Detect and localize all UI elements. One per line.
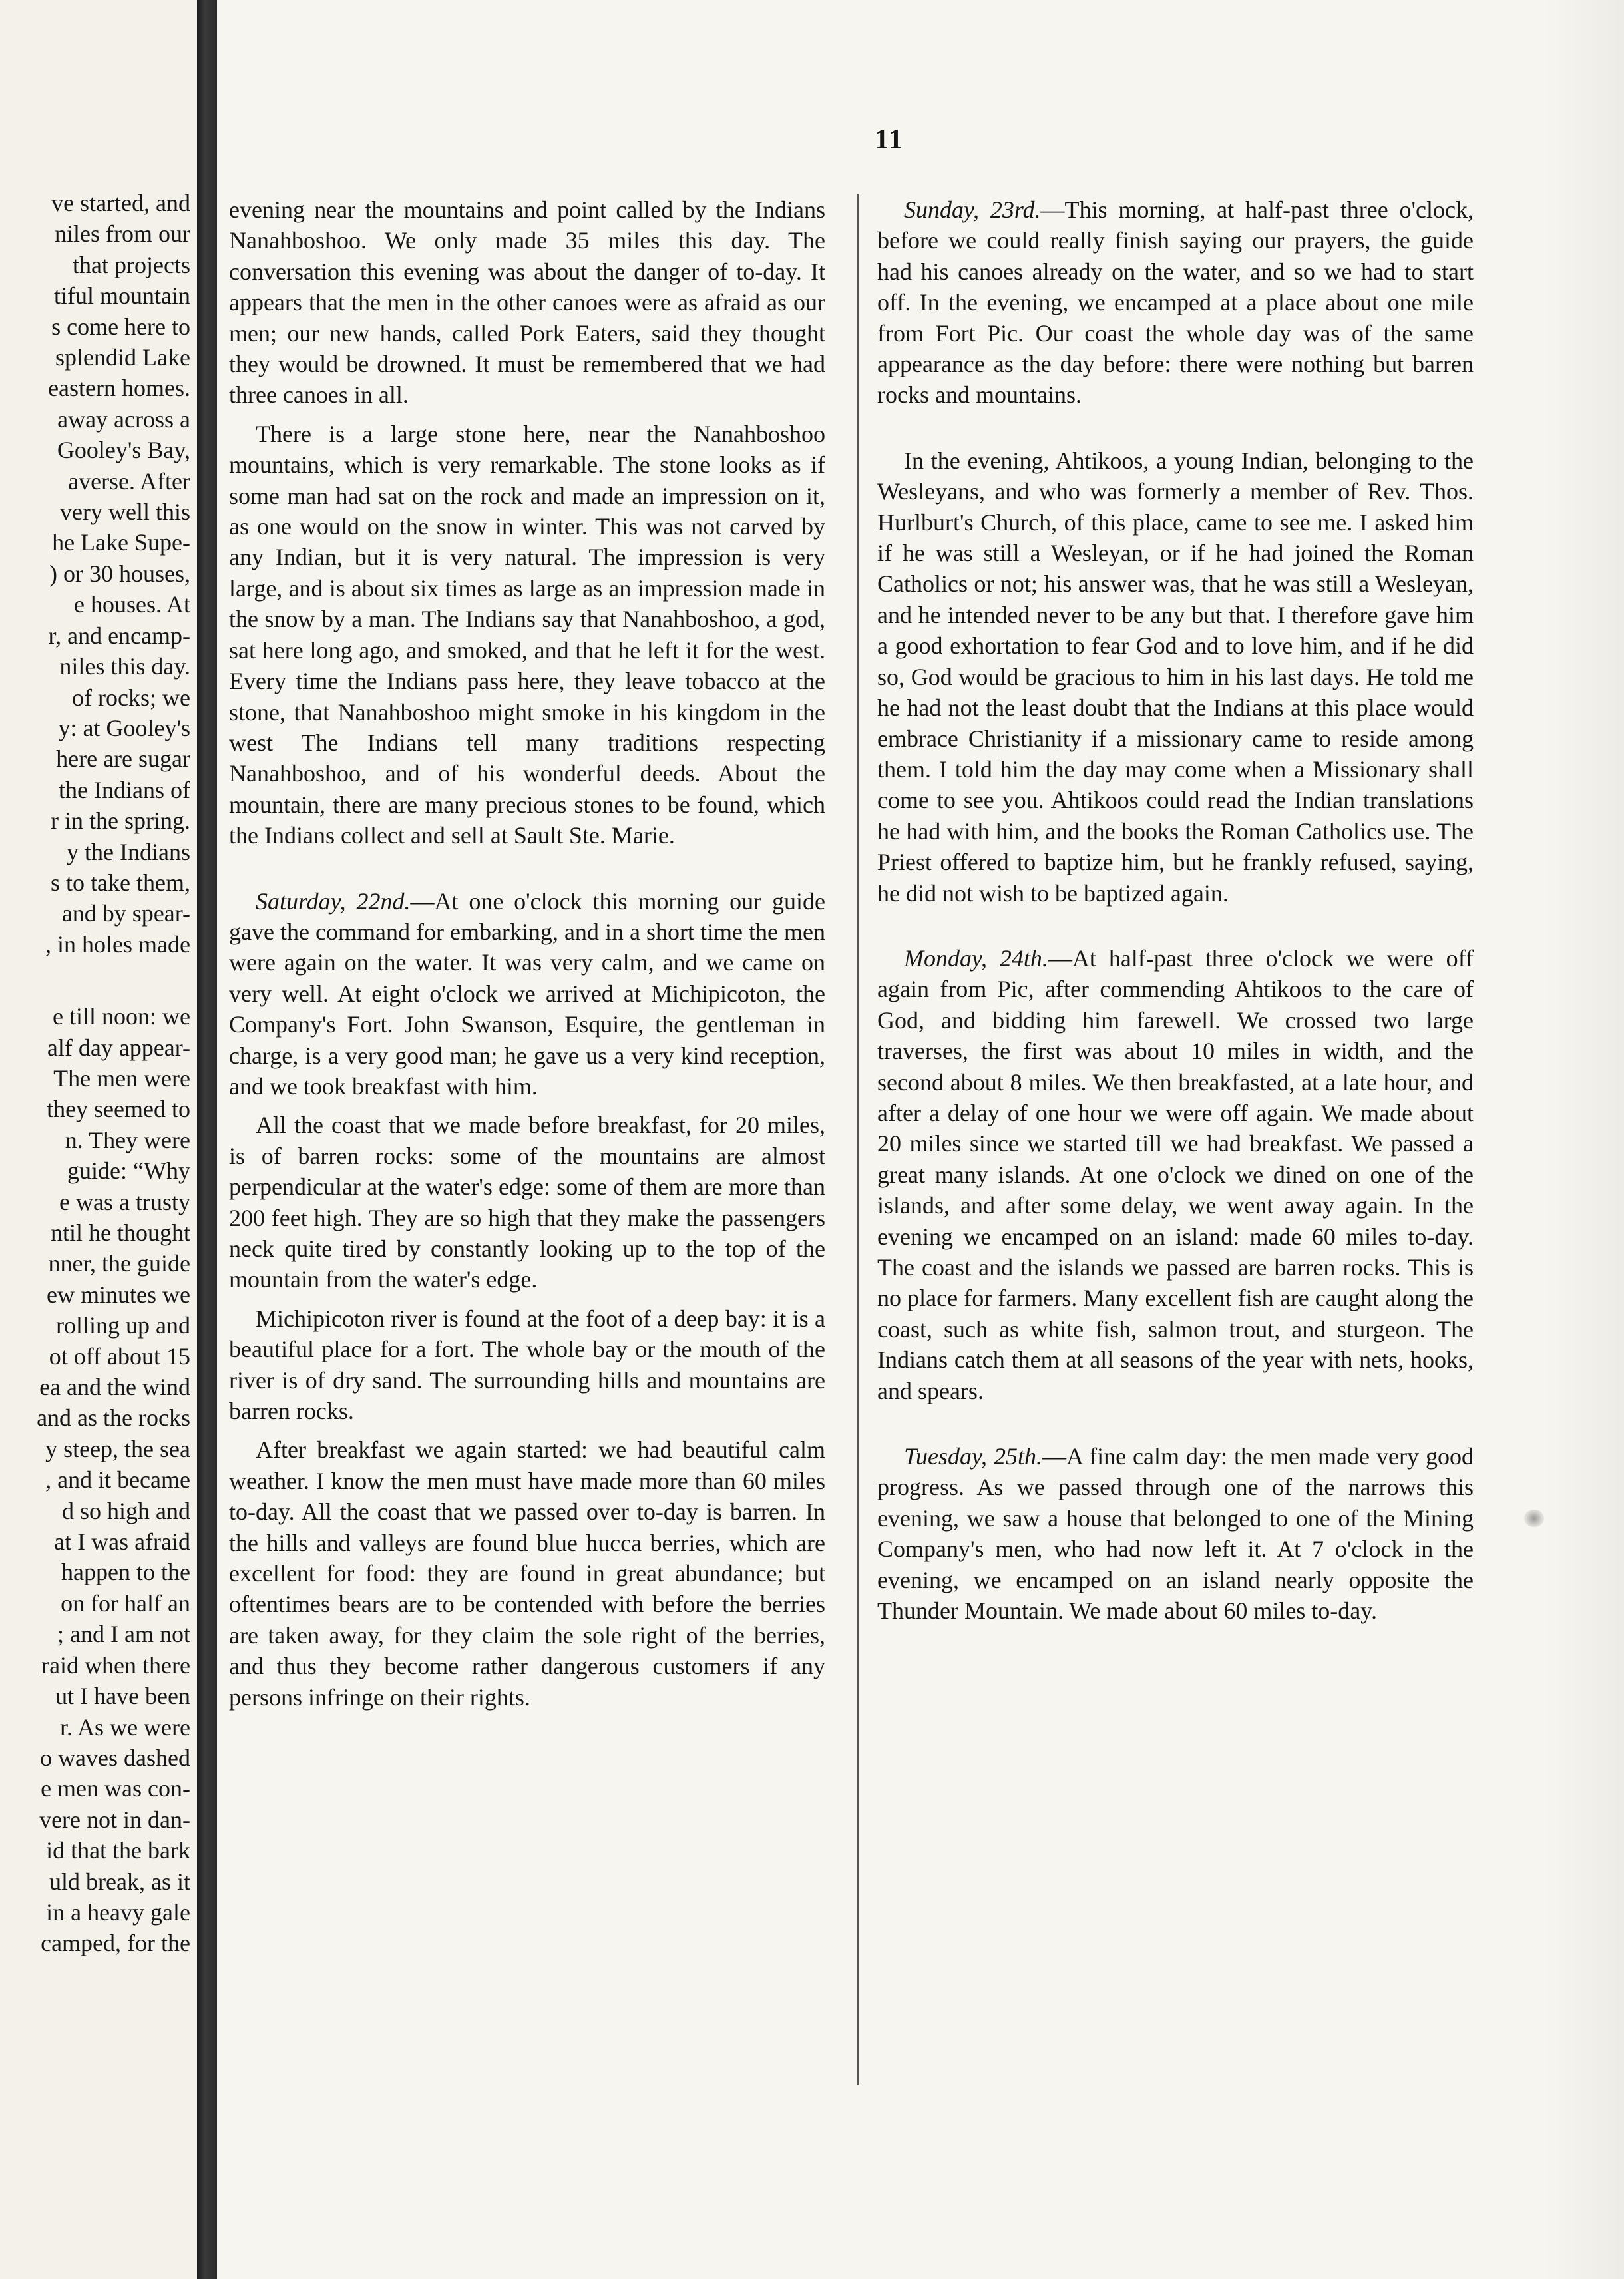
left-fragment-line: eastern homes. — [48, 375, 190, 402]
left-fragment-line: ot off about 15 — [49, 1343, 190, 1370]
diary-entry — [229, 886, 825, 1102]
entry-date: Sunday, 23rd. — [904, 196, 1041, 223]
page-number: 11 — [875, 124, 904, 155]
paper-stain — [1524, 1510, 1544, 1527]
left-fragment-line: at I was afraid — [54, 1528, 190, 1555]
paragraph: After breakfast we again started: we had beautiful calm weather. I know the men must have made more than 60 miles to-day. All the coast that we passed over to-day is barren. In the hills and valleys are found blue hucca berries, which are excellent for food: they are found in great abundance; but oftentimes bears are to be contended with before the berries are taken away, for they claim the sole right of the berries, and thus they become rather dangerous customers if any persons infringe on their rights. — [229, 1436, 825, 1711]
left-fragment-line: ut I have been — [55, 1683, 190, 1710]
entry-date: Saturday, 22nd. — [256, 887, 411, 915]
left-fragment-line: ) or 30 houses, — [49, 560, 190, 587]
left-fragment-line: very well this — [60, 499, 190, 526]
entry-text: —A fine calm day: the men made very good progress. As we passed through one of the narrows this evening, we saw a house that belonged to one of the Mining Company's men, who had now left it. At 7 o'clock in the evening, we encamped on an island nearly opposite the Thunder Mountain. We made about 60 miles to-day. — [877, 1443, 1474, 1625]
text-column-right — [877, 194, 1474, 1634]
left-fragment-line: alf day appear- — [47, 1034, 190, 1061]
left-fragment-line: rolling up and — [56, 1312, 190, 1339]
left-fragment-line: nner, the guide — [48, 1250, 190, 1277]
right-page — [217, 0, 1624, 2279]
left-fragment-line: d so high and — [62, 1497, 190, 1524]
left-fragment-line: happen to the — [61, 1559, 190, 1586]
left-fragment-line: vere not in dan- — [39, 1806, 190, 1833]
entry-text: —At half-past three o'clock we were off again from Pic, after commending Ahtikoos to the care of God, and bidding him farewell. We crossed two large traverses, the first was about 10 miles in width, and the second about 8 miles. We then breakfasted, at a late hour, and after a delay of one hour we were off again. We made about 20 miles since we started till we had breakfast. We passed a great many islands. At one o'clock we dined on one of the islands, and after some delay, we went away again. In the evening we encamped on an island: made 60 miles to-day. The coast and the islands we passed are barren rocks. This is no place for farmers. Many excellent fish are caught along the coast, such as white fish, salmon trout, and sturgeon. The Indians catch them at all seasons of the year with nets, hooks, and spears. — [877, 944, 1474, 1404]
left-fragment-block — [0, 1001, 190, 1959]
left-fragment-line: The men were — [53, 1064, 190, 1092]
left-fragment-line: , in holes made — [45, 931, 190, 958]
left-fragment-line: away across a — [57, 405, 190, 433]
left-fragment-line: o waves dashed — [40, 1744, 190, 1771]
diary-entry — [877, 1441, 1474, 1626]
left-fragment-line: , and it became — [45, 1466, 190, 1494]
left-page — [0, 0, 198, 2279]
left-fragment-line: they seemed to — [47, 1096, 190, 1123]
left-fragment-line: n. They were — [65, 1126, 190, 1153]
left-fragment-line: r. As we were — [60, 1713, 190, 1741]
book-gutter — [197, 0, 217, 2279]
entry-date: Tuesday, 25th. — [904, 1443, 1043, 1470]
left-fragment-line: on for half an — [61, 1589, 190, 1617]
left-fragment-line: tiful mountain — [54, 282, 190, 310]
left-fragment-line: ve started, and — [51, 190, 190, 216]
left-fragment-line: ea and the wind — [39, 1374, 190, 1401]
left-fragment-line: niles from our — [55, 220, 190, 248]
left-fragment-line: camped, for the — [41, 1930, 190, 1957]
left-fragment-line: and by spear- — [61, 900, 190, 927]
column-divider — [857, 194, 859, 2085]
left-fragment-line: e houses. At — [74, 591, 190, 618]
left-fragment-line: ew minutes we — [47, 1281, 190, 1308]
entry-text: —This morning, at half-past three o'clock, before we could really finish saying our prayers, the guide had his canoes already on the water, and so we had to start off. In the evening, we encamped at a place about one mile from Fort Pic. Our coast the whole day was of the same appearance as the day before: there were nothing but barren rocks and mountains. — [877, 196, 1474, 409]
left-fragment-line: s to take them, — [51, 869, 190, 896]
left-fragment-line: raid when there — [41, 1651, 190, 1679]
entry-date: Monday, 24th. — [904, 944, 1048, 972]
left-fragment-line: he Lake Supe- — [52, 529, 190, 556]
left-fragment-line: uld break, as it — [49, 1868, 190, 1895]
left-fragment-line: guide: “Why — [67, 1157, 190, 1185]
text-column-left — [229, 194, 825, 1721]
left-fragment-line: Gooley's Bay, — [57, 437, 190, 464]
page-edge-shadow — [1544, 0, 1624, 2279]
left-fragment-line: that projects — [73, 251, 190, 278]
paragraph: All the coast that we made before breakfast, for 20 miles, is of barren rocks: some of the mountains are almost perpendicular at the water's edge: some of them are more than 200 feet high. They are so high that they make the passengers neck quite tired by constantly looking up to the top of the mountain from the water's edge. — [229, 1112, 825, 1293]
left-fragment-line: of rocks; we — [72, 684, 190, 711]
left-fragment-line: e was a trusty — [59, 1188, 190, 1215]
left-fragment-line: niles this day. — [59, 653, 190, 680]
left-fragment-line: e men was con- — [41, 1775, 190, 1802]
left-fragment-block — [0, 188, 190, 960]
paragraph: Michipicoton river is found at the foot of a deep bay: it is a beautiful place for a fort. The whole bay or the mouth of the river is of dry sand. The surrounding hills and mountains are barren rocks. — [229, 1305, 825, 1425]
left-fragment-line: in a heavy gale — [46, 1898, 190, 1926]
left-fragment-line: splendid Lake — [55, 344, 190, 371]
paragraph: evening near the mountains and point called by the Indians Nanahboshoo. We only made 35 miles this day. The conversation this evening was about the danger of to-day. It appears that the men in the other canoes were as afraid as our men; our new hands, called Pork Eaters, said they thought they would be drowned. It must be remembered that we had three canoes in all. — [229, 196, 825, 409]
left-fragment-line: ; and I am not — [57, 1621, 190, 1648]
diary-entry — [877, 943, 1474, 1406]
entry-text: —At one o'clock this morning our guide gave the command for embarking, and in a short time the men were again on the water. It was very calm, and we came on very well. At eight o'clock we arrived at Michipicoton, the Company's Fort. John Swanson, Esquire, the gentleman in charge, is a very good man; he gave us a very kind reception, and we took breakfast with him. — [229, 887, 825, 1100]
left-fragment-line: here are sugar — [56, 745, 190, 773]
left-fragment-line: s come here to — [51, 313, 190, 340]
left-fragment-line: r, and encamp- — [48, 622, 190, 649]
left-fragment-line: y: at Gooley's — [58, 714, 190, 741]
diary-entry — [877, 194, 1474, 411]
left-fragment-line: averse. After — [68, 467, 190, 495]
left-fragment-line: e till noon: we — [53, 1003, 190, 1030]
paragraph: There is a large stone here, near the Nanahboshoo mountains, which is very remarkable. The stone looks as if some man had sat on the rock and made an impression on it, as one would on the snow in winter. This was not carved by any Indian, but it is very natural. The impression is very large, and is about six times as large as an impression made in the snow by a man. The Indians say that Nanahboshoo, a god, sat here long ago, and smoked, and that he left it for the west. Every time the Indians pass here, they leave tobacco at the stone, that Nanahboshoo might smoke in his kingdom in the west The Indians tell many traditions respecting Nanahboshoo, and of his wonderful deeds. About the mountain, there are many precious stones to be found, which the Indians collect and sell at Sault Ste. Marie. — [229, 420, 825, 849]
left-fragment-line: the Indians of — [59, 776, 190, 803]
left-fragment-line: ntil he thought — [51, 1219, 190, 1246]
left-fragment-line: y the Indians — [67, 838, 190, 865]
left-fragment-line: and as the rocks — [37, 1404, 190, 1432]
left-page-text-fragment — [0, 188, 190, 2000]
left-fragment-line: id that the bark — [46, 1837, 190, 1864]
left-fragment-line: r in the spring. — [51, 807, 190, 835]
left-fragment-line: y steep, the sea — [45, 1435, 190, 1462]
paragraph: In the evening, Ahtikoos, a young Indian, belonging to the Wesleyans, and who was formerly a member of Rev. Thos. Hurlburt's Church, of this place, came to see me. I asked him if he was still a Wesleyan, or if he had joined the Roman Catholics or not; his answer was, that he was still a Wesleyan, and he intended never to be any but that. I therefore gave him a good exhortation to fear God and to love him, and if he did so, God would be gracious to him in his last days. He told me he had not the least doubt that the Indians at this place would embrace Christianity if a missionary came to reside among them. I told him the day may come when a Missionary shall come to see you. Ahtikoos could read the Indian translations he had with him, and the books the Roman Catholics use. The Priest offered to baptize him, but he frankly refused, saying, he did not wish to be baptized again. — [877, 447, 1474, 907]
